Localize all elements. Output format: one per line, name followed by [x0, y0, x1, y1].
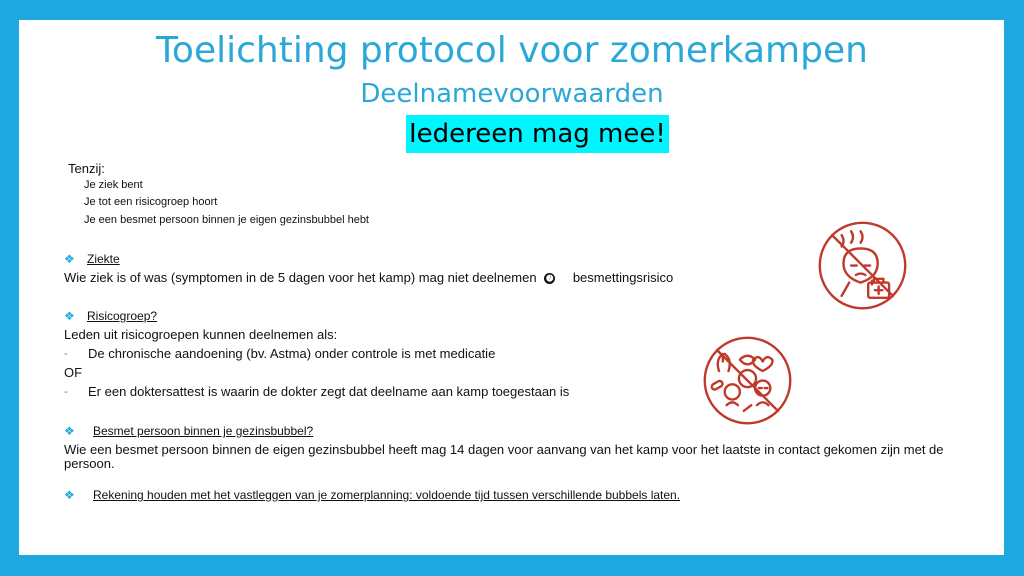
tenzij-label: Tenzij: [68, 161, 105, 176]
risico-item-1: De chronische aandoening (bv. Astma) onder controle is met medicatie [88, 346, 496, 361]
ziekte-text [64, 270, 673, 285]
tenzij-item-2: Je tot een risicogroep hoort [84, 196, 218, 208]
tenzij-item-1: Je ziek bent [84, 179, 143, 191]
risico-item-2: Er een doktersattest is waarin de dokter zegt dat deelname aan kamp toegestaan is [88, 384, 570, 399]
risico-or: OF [64, 365, 83, 380]
risico-heading: Risicogroep? [87, 309, 158, 323]
tenzij-item-3: Je een besmet persoon binnen je eigen gezinsbubbel hebt [84, 214, 369, 226]
ziekte-heading: Ziekte [87, 252, 120, 266]
sick-person-prohibited-icon [815, 218, 910, 313]
bullet-icon: ❖ [64, 424, 75, 438]
dash-marker: - [64, 348, 68, 360]
ziekte-sentence: Wie ziek is of was (symptomen in de 5 dagen voor het kamp) mag niet deelnemen [64, 270, 537, 285]
dash-marker: - [64, 386, 68, 398]
highlight-banner: Iedereen mag mee! [406, 115, 669, 153]
page-subtitle: Deelnamevoorwaarden [360, 79, 664, 109]
bullet-icon: ❖ [64, 488, 75, 502]
risico-intro: Leden uit risicogroepen kunnen deelnemen als: [64, 327, 338, 342]
ziekte-after: besmettingsrisico [572, 270, 674, 285]
page-title: Toelichting protocol voor zomerkampen [156, 30, 868, 71]
bullet-icon: ❖ [64, 252, 75, 266]
besmet-text: Wie een besmet persoon binnen de eigen gezinsbubbel heeft mag 14 dagen voor aanvang van het kamp voor het laatste in contact gekomen zijn met de persoon. [64, 442, 944, 471]
besmet-heading: Besmet persoon binnen je gezinsbubbel? [93, 424, 314, 438]
number-seven-badge: ➐ [544, 273, 555, 284]
planning-text: Rekening houden met het vastleggen van je zomerplanning: voldoende tijd tussen verschillende bubbels laten. [93, 488, 681, 502]
bullet-icon: ❖ [64, 309, 75, 323]
risk-group-prohibited-icon [700, 333, 795, 428]
